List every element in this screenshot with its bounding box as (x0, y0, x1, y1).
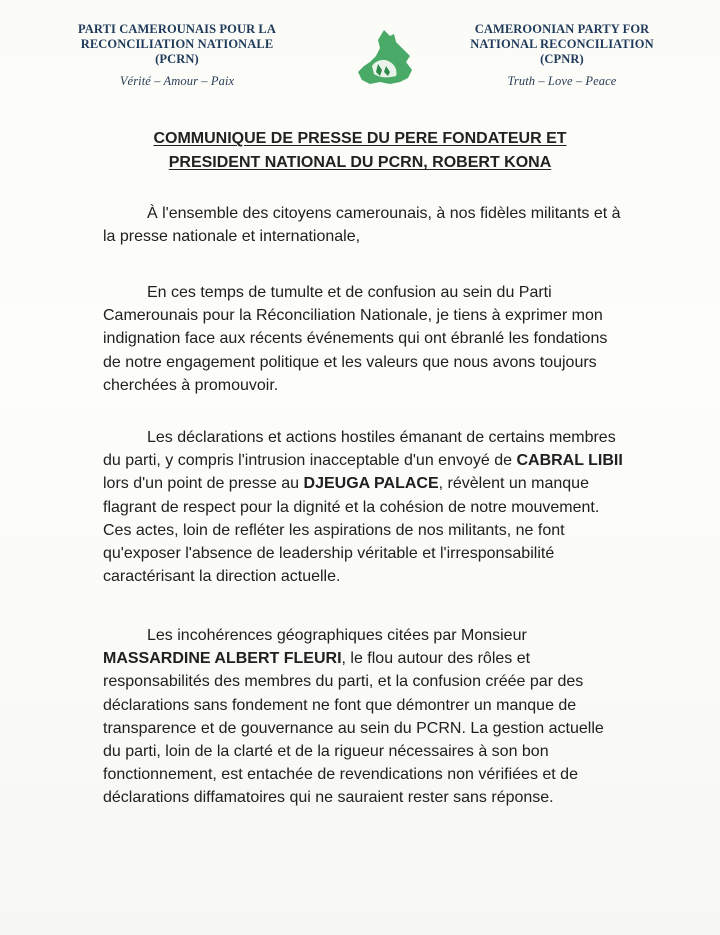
header-right-motto: Truth – Love – Peace (507, 74, 617, 88)
header-left-motto: Vérité – Amour – Paix (119, 74, 235, 88)
p4-name-massardine: MASSARDINE ALBERT FLEURI (103, 650, 342, 668)
p3-text-c: lors d'un point de presse au (103, 475, 304, 493)
header-right-line3: (CPNR) (540, 52, 584, 66)
document-title (100, 127, 620, 175)
title-line2: PRESIDENT NATIONAL DU PCRN, ROBERT KONA (168, 154, 552, 171)
header-left-line1: PARTI CAMEROUNAIS POUR LA (77, 22, 276, 36)
paragraph-incoherences (103, 624, 623, 810)
p4-text-a: Les incohérences géographiques citées par Monsieur (147, 627, 527, 644)
header-left-line2: RECONCILIATION NATIONALE (80, 37, 274, 51)
party-map-emblem-icon (350, 26, 420, 88)
header-left-block (62, 22, 292, 89)
p3-venue-djeuga-palace: DJEUGA PALACE (303, 475, 439, 493)
p3-name-cabral-libii: CABRAL LIBII (516, 452, 623, 470)
paragraph-indignation: En ces temps de tumulte et de confusion au sein du Parti Camerounais pour la Réconciliation Nationale, je tiens à exprimer mon indignation face aux récents événements qui ont ébranlé les fondations de notre engagement politique et les valeurs que nous avons toujours cherchées à promouvoir. (103, 284, 608, 394)
paragraph-hostile-actions (103, 426, 623, 588)
p3-text-a: Les déclarations et actions hostiles émanant de certains membres du parti, y compris l'intrusion inacceptable d'un envoyé de (103, 429, 616, 470)
header-left-line3: (PCRN) (155, 52, 199, 66)
title-line1: COMMUNIQUE DE PRESSE DU PERE FONDATEUR ET (153, 130, 567, 147)
header-right-line1: CAMEROONIAN PARTY FOR (474, 22, 650, 36)
p3-text-e: , révèlent un manque flagrant de respect pour la dignité et la cohésion de notre mouvement. Ces actes, loin de refléter les aspirations de nos militants, ne font qu'exposer l'absence de leadership véritable et l'irresponsabilité caractérisant la direction actuelle. (103, 475, 600, 586)
p4-text-c: , le flou autour des rôles et responsabilités des membres du parti, et la confusion créée par des déclarations sans fondement ne font que démontrer un manque de transparence et de gouvernance au sein du PCRN. La gestion actuelle du parti, loin de la clarté et de la rigueur nécessaires à son bon fonctionnement, est entachée de revendications non vérifiées et de déclarations diffamatoires qui ne sauraient rester sans réponse. (103, 650, 604, 807)
paragraph-salutation: À l'ensemble des citoyens camerounais, à nos fidèles militants et à la presse nationale et internationale, (103, 205, 621, 246)
header-right-line2: NATIONAL RECONCILIATION (470, 37, 654, 51)
header-right-block (447, 22, 677, 89)
